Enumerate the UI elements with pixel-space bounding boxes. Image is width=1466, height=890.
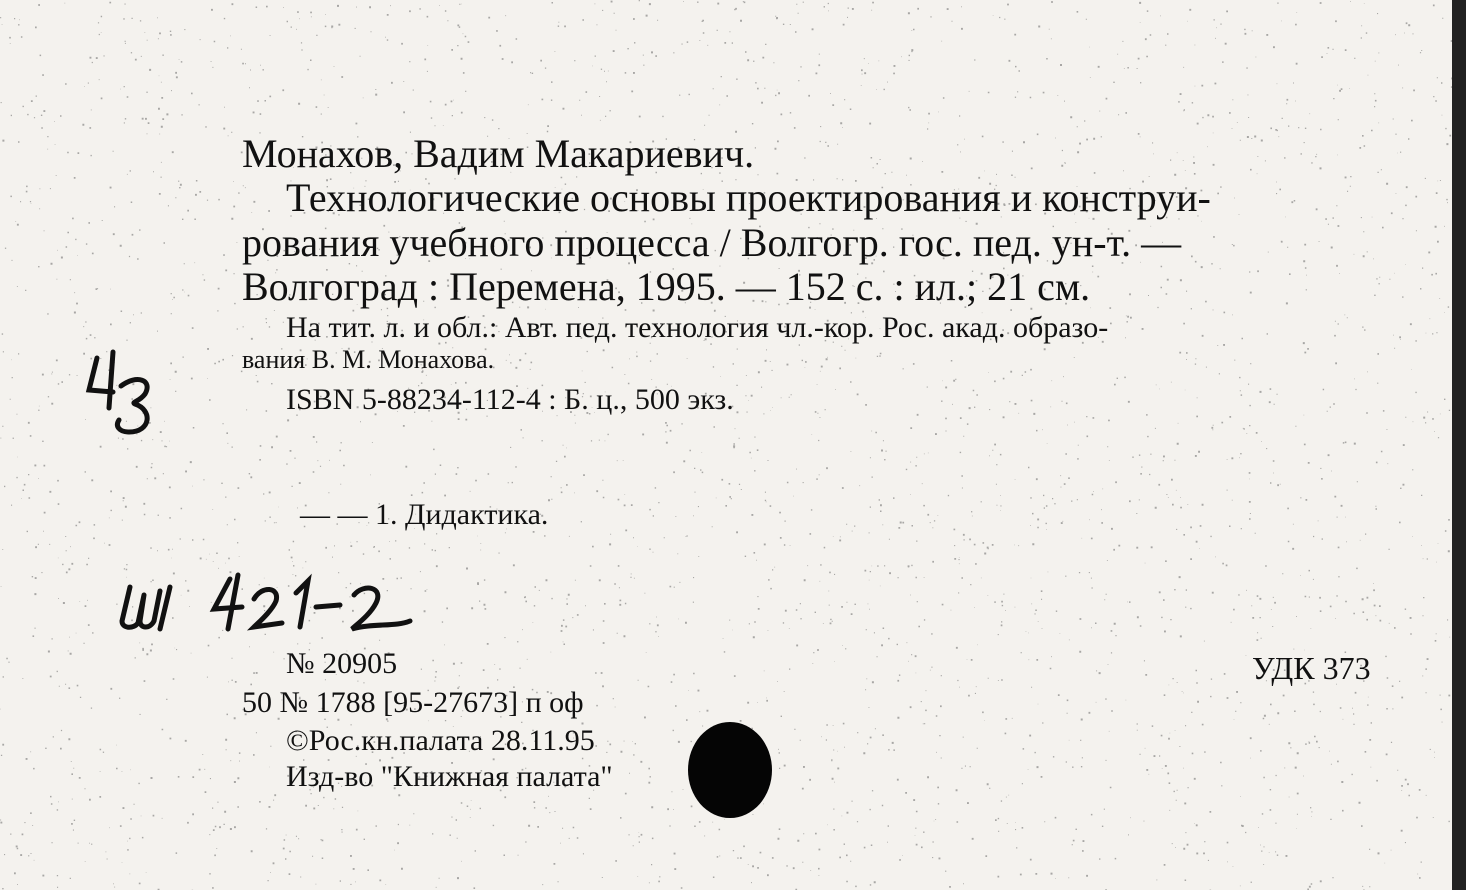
publisher-line: Изд-во "Книжная палата": [286, 760, 613, 793]
copyright-line: ©Рос.кн.палата 28.11.95: [286, 724, 595, 757]
title-line-3: Волгоград : Перемена, 1995. — 152 с. : ил.; 21 см.: [242, 264, 1091, 309]
isbn-line: ISBN 5-88234-112-4 : Б. ц., 500 экз.: [286, 383, 734, 416]
title-line-2: рования учебного процесса / Волгогр. гос. пед. ун-т. —: [242, 220, 1182, 265]
note-line-2: вания В. М. Монахова.: [242, 345, 495, 374]
handwritten-shelf-mark: [110, 565, 450, 645]
title-line-1: Технологические основы проектирования и конструи-: [286, 175, 1211, 220]
author-heading: Монахов, Вадим Макариевич.: [242, 131, 755, 176]
card-number: № 20905: [286, 647, 398, 680]
punch-hole: [688, 722, 772, 818]
udk-code: УДК 373: [1252, 650, 1371, 686]
subject-heading: — — 1. Дидактика.: [300, 498, 549, 531]
note-line-1: На тит. л. и обл.: Авт. пед. технология чл.-кор. Рос. акад. образо-: [286, 311, 1109, 344]
print-line: 50 № 1788 [95-27673] п оф: [242, 686, 584, 719]
handwritten-mark-top: [75, 340, 175, 440]
